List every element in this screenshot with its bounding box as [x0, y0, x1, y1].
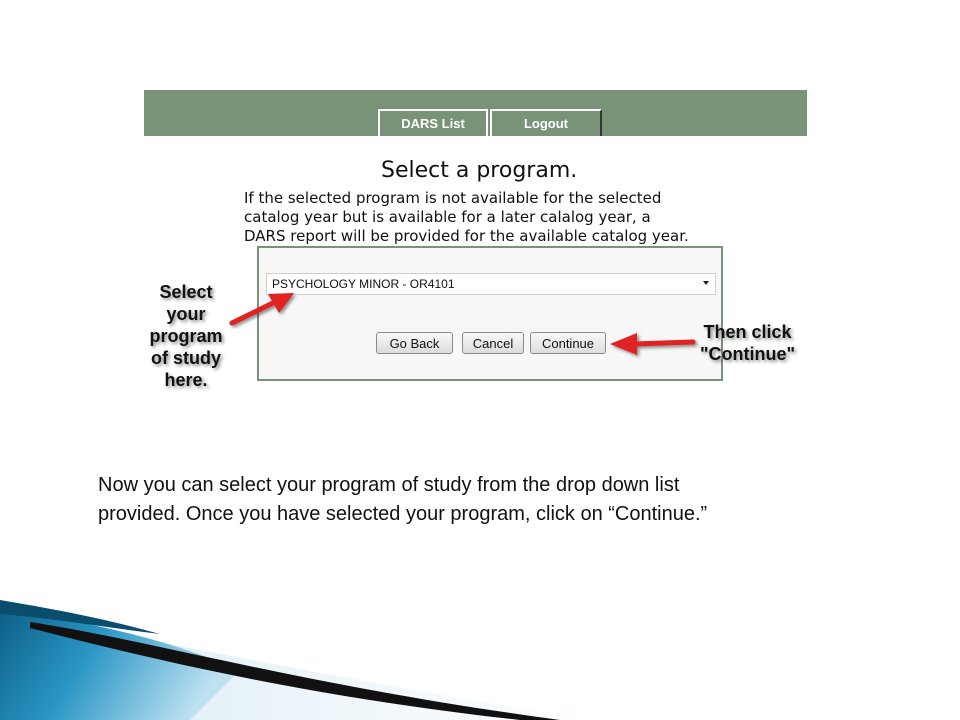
top-nav-bar	[144, 90, 807, 136]
callout-line: Then click	[703, 322, 792, 342]
caption-line: provided. Once you have selected your program, click on “Continue.”	[98, 503, 708, 525]
slide-caption	[98, 471, 858, 529]
program-select-panel	[257, 246, 723, 381]
callout-line: your	[166, 304, 206, 324]
continue-button[interactable]: Continue	[530, 332, 606, 354]
callout-line: of study	[151, 348, 221, 368]
dars-list-button[interactable]: DARS List	[378, 109, 488, 136]
select-program-callout	[138, 281, 234, 391]
continue-callout	[690, 321, 805, 365]
callout-line: here.	[164, 370, 208, 390]
callout-line: program	[149, 326, 223, 346]
callout-line: Select	[159, 282, 213, 302]
decorative-swoosh	[0, 600, 600, 720]
callout-line: "Continue"	[699, 344, 796, 364]
caption-line: Now you can select your program of study from the drop down list	[98, 474, 680, 496]
go-back-button[interactable]: Go Back	[376, 332, 453, 354]
chevron-down-icon	[703, 281, 709, 285]
info-line: If the selected program is not available for the selected	[244, 189, 662, 207]
program-select[interactable]	[266, 273, 716, 295]
page-title: Select a program.	[381, 158, 578, 183]
cancel-button[interactable]: Cancel	[462, 332, 524, 354]
info-text	[244, 189, 764, 246]
info-line: catalog year but is available for a later calalog year, a	[244, 208, 651, 226]
program-select-value: PSYCHOLOGY MINOR - OR4101	[272, 277, 455, 291]
info-line: DARS report will be provided for the available catalog year.	[244, 227, 689, 245]
logout-button[interactable]: Logout	[490, 109, 602, 136]
